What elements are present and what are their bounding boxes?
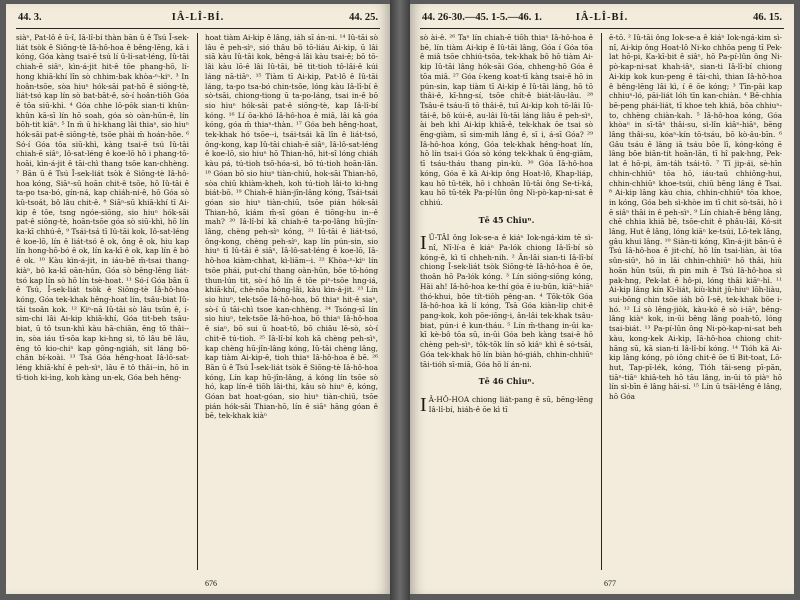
page-header — [422, 12, 782, 26]
chapter-heading-45: Tē 45 Chiuⁿ. — [478, 214, 535, 225]
right-page — [410, 4, 794, 594]
header-verse-range-end: 44. 25. — [349, 12, 378, 23]
header-verse-range: 44. 3. — [18, 12, 42, 23]
column-text: siàⁿ, Pat-lô ê ū-î, Iâ-lî-bí thàn bān ū ê Tsú Î-sek-liát tsòk ê Siōng-tè Iâ-hô-hoa ê bêng-lēng, kā i kóng, Góa kàng tsai-ē tsú lí ū-lí-sat-léng, Iû-tāi chiah-ē siâⁿ, kìn-á-jit hit-ê tōe phang-hō, lí-hong khiā-khí lîn sò chhim-bak khòa-ⁿ-kiⁿ. ³ In hoân-tsōe, sòa hiuⁿ hók-sāi pat-hō ê siōng-tè, liát-tsó kap lín sò bat-bāt-ê, sò-í hoân-tiōh Góa ê tōa siū-khì. ⁴ Góa chhe lō-pōk sian-ti khûn-khûn kā-sī lín hō soah, góa sò oàn-hūn-ê, lín bōh-tit kiāⁿ. ⁵ In m̄ ū hi-khang lâi thiaⁿ, sio hiuⁿ hók-sāi pat-ê siōng-tè, tsōe phài m̄ hoán-hōe. ⁶ Só-í Góa tōa siū-khì, kàng tsai-ē tsú Iû-tāi chiah-ē siâⁿ, Iô-sat-léng ê koe-lō hō i phang-tō-hoāi, kìn-á-jit ê tāi-chì thang tsōe kan-chhèng. ⁷ Bān ū ê Tsú Î-sek-liát tsòk ê Siōng-tè Iâ-hô-hoa kóng, Siāⁿ-sū hoān chit-ê tsōe, hō Iû-tāi ê ta-po tsa-bó, gín-ná, kap chiáh-ni-ê, hō Góa sò kû-tsoát, bô lâu chit-ê. ⁸ Siāⁿ-sū khiā-khí tī Ai-kip ê tōe, tsng ngóe-siōng, sio hiuⁿ hók-sāi pat-ê siōng-tè, hoān-tsōe góa sò siū-khì, hō lín ka-kī chhú-ê, ⁹ Tsái-tsá tī Iû-tāi kok, Iô-sat-léng ê koe-lō, lín ê liát-tsó ê ok, ông ê ok, hiu kap lín hong-hō-bó ê ok, lín ka-kī ê ok, kap lín ê bó ê ok. ¹⁰ Kàu kìn-á-jit, in iáu-bē m̄-tsai thang-kiàⁿ, bô ka-kī oān-hūn, Góa sò bêng-lēng liát-tsó kap lín sò hō lín tsè-hoat. ¹¹ Só-í Góa bān ū ê Tsú, Î-sek-liát tsòk ê Siōng-tè Iâ-hô-hoa kóng, Góa tek-khak hêng-hoat lín, tsâu-biat Iû-tāi tsoân kok. ¹² Kiⁿ-nā Iû-tāi sò lâu tsûn ê, í-sim-chi lâi Ai-kip khiā-khí, Góa tit-beh tsâu-biat, ū tô tsun-khì kàu hā-chiān, ēng tō thâi--in, sòa iáu tî-sōa kap ki-hng si, tō lâu bē lâu, ēng tō kio-chiⁿ kap gōng-ngiáh, sit láng bō-chân bí-koài. ¹³ Tsá Góa hêng-hoat Iâ-lô-sat-léng khiā-khí ê peh-sìⁿ, lâu ē tô thâi--in, hō in tî-tioh ki-ìng, koh kàng un-ek, Góa beh hêng- — [16, 33, 189, 382]
column-divider — [601, 33, 602, 570]
header-rule — [16, 28, 380, 29]
header-rule — [420, 28, 784, 29]
header-book-title: IÂ-LÎ-BÍ. — [575, 12, 629, 23]
text-column-1 — [420, 33, 593, 572]
page-number: 677 — [604, 579, 616, 588]
chapter-heading-46: Tē 46 Chiuⁿ. — [478, 376, 535, 387]
column-text: sò ài-ê. ²⁶ Taⁿ lín chiah-ē tiōh thiaⁿ Iâ-hô-hoa ê bē, lín tiàm Ai-kip ê Iû-tāi lâng, Góa í Góa tōa ê miâ tsōe chhiú-tsōa, tek-khak bô hō tiàm Ai-kip Iû-tāi lâng hók-sāi Góa, chheng-hō Góa ê tōa miâ. ²⁷ Góa í-keng koat-tī kàng tsai-ē hō in pún-sin, kap tiàm tī Ai-kip ê Iû-tāi láng, hō tō thâi-ê, kī-hng-sí, tsōe chít-ê biát-lâu-lâu. ²⁸ Tsâu-ē tsáu-lī tō thâi-ê, tuī Ai-kip koh tō-lâi Iû-tāi-ê, bô kúi-ê, au-lâi Iû-tāi láng liâu ê peh-sìⁿ, ài beh khì Ai-kip khiā-ê, tek-khak ōe tsai sò ēng-giàm, sī sim-mih lâng ê, sī i, á-sī Góa? ²⁹ Iâ-hô-hoa kóng, Góa tek-khak hêng-hoat lín, hō lín tsai-i Góa sò kóng tek-khak ū ēng-giām, tī tsáu-tháu thang pìn-kù. ³⁰ Góa Iâ-hô-hoa kóng, Góa ē kā Ai-kip ông Hoat-lô, Khap-liáp, kau hō tū-ték, hō i chhoān Iû-tāi ông Se-tí-ká, kau hō tū-ték Pa-pí-lûn ông Ni-pò-kap-ni-sat ê chhiú. — [420, 33, 593, 207]
header-verse-range-end: 46. 15. — [753, 12, 782, 23]
column-text: ē-tō. ² Iû-tāi ông Iok-se-a ê kiáⁿ Iok-ngá-kim sì-nî, Ai-kip ông Hoat-lô Ni-ko chhōa peng tī Pek-lat hō-pi, Ka-kī-bit ê siâⁿ, hō Pa-pí-lûn ông Ni-pò-kap-ni-sat khah-iâⁿ, sian-ti Iâ-lî-bí chiong Ai-kip kok kun-peng ê tāi-chì, thian Iâ-hô-hoa ê bêng-lēng lâi kì, í ê ōe kóng; ³ Tīn-pâi kap chhiuⁿ-ló, pāi-liát lóh tīn kan-chiàn. ⁴ Bē-chhia bē-peng phái-liát, tī khoe teh khiâ, bōa chhiuⁿ-to, chhèng chiàn-kah. ⁵ Iâ-hô-hoa kóng, Góa khòaⁿ in sī-tāⁿ thâi-su, sì-lîn kiāⁿ-hiāⁿ, bēng lâng thâi-su, kóaⁿ-kín tō-tsáu, bō kò-âu-bīn. ⁶ Gâu tsáu ê lâng iā tsáu bōe lī, kóng-kóng ē lâng bōe biān-tit hoān-lān, tī hî pak-hng, Pek-lat ê hō-pi, ām-táh tsái-tō. ⁷ Tī jip-ái, sè-hīn chhin-chhiūⁿ tōa hō, iáu-taū chhiōng-hui, chhin-chhiūⁿ khoe-tsúi, chiū bēng lâng ê Tsai. ⁸ Ai-kip lâng kàu chia, chhin-chhiūⁿ tōa khoe, in kóng, Góa beh sì-khòe im tī chit sò-tsāi, hō i ē siâⁿ thâi in ê peh-sìⁿ. ⁹ Lín chiah-ē bêng lâng, chē chhia khiā bē, tsōe-chit ê phâu-lâi, Kó-sit lâng, Hut ê lâng, lóng kiāⁿ ke-tsúi, Lō-tek lâng, gâu khui lâng. ¹⁰ Siàn-ti kóng, Kìn-á-jit bān-ū ê Tsú Iâ-hô-hoa ê jit-chí, hō lín tsai-liàn, ài tōa sûn-siūⁿ, hō in lâi chhin-chhiūⁿ hō thâi, hiù hoān hūn tsūi, m̄ pin mih ê Tsú Iâ-hô-hoa sì pak-hng, Pek-lat ê hô-pi, lóng thâi kiāⁿ-hì. ¹¹ Ai-kip lâng kín Ki-liát, kiù-khit jû-hiuⁿ lōh-liàu, sui-bōng chin tsōe iáh bō I-sê, tek-khak bōe i-hó. ¹² Lí sò lêng-jiòk, kàu-kò ê sò i-iāⁿ, bêng-lâng kiàⁿ kok, in-ūi bêng lâng poah-tō, lóng tsai-biát. ¹³ Pa-pí-lûn ông Ni-pò-kap-ni-sat beh kàu, kong-kek Ai-kip, Iâ-hô-hoa chiong chit-hāng sū, kā sian-ti Iâ-lî-bí kóng. ¹⁴ Tióh kā Ai-kip lâng kóng, pò iōng chit-ê ōe tī Bit-toat, Lō-hut, Tap-pī-lék, kóng, Tióh tāi-seng pī-pān, tiāⁿ-tiāⁿ khiā-teh hō tāu lâng, in-ūi tō piàⁿ hō lín sì-bīn ê lâng hāi-sí. ¹⁵ Lín ū tsāi-lêng ê lâng, hō Góa — [609, 33, 782, 402]
left-page — [6, 4, 390, 594]
text-column-1 — [16, 33, 189, 572]
chapter-46-text: IÂ-HÔ-HOA chiong liát-pang ê sū, bēng-lēng Iâ-lî-bí, hiáh-ê ōe kì tī — [420, 393, 593, 416]
column-divider — [197, 33, 198, 570]
chapter-45-text: IÛ-TÂI ông Iok-se-a ê kiáⁿ Iok-ngá-kim tē sì-nî, Nî-lí-a ê kiáⁿ Pa-lók chiong Iâ-lî-bí sò kóng-ē, kì tī chheh-nih. ² Ân-lâi sian-ti Iâ-lî-bí chiong Î-sek-liát tsòk Siōng-tè Iâ-hô-hoa ê ōe, thoân hō Pa-lók kóng. ³ Lín siōng-siōng kóng, Hāi ah! Iâ-hô-hoa ke-thí góa ē iu-bûn, kiāⁿ-hiāⁿ thó-khui, bōe tít-tiōh pêng-an. ⁴ Tōk-tōk Góa Iâ-hô-hoa kā lí kóng, Tsā Góa kiàn-lip chit-ê pang-kok, koh pōe-iōng-i, ân-lâi tek-khak tsâu-biat, pún-i ê kun-tháu. ⁵ Lín m̄-thang in-ūi ka-kī kè-bô tōa sū, in-ūi Góa beh kàng tsai-ē hō chèng peh-sìⁿ, tōk-tōk lín sō kiâⁿ khì ê só-tsāi, Góa tek-khak hō lín biàn hó-giáh, chhin-chhiūⁿ tāi-tióh sī-miā, Góa hō lí án-ni. — [420, 232, 593, 369]
header-book-title: IÂ-LÎ-BÍ. — [171, 12, 225, 23]
header-verse-range: 44. 26-30.—45. 1-5.—46. 1. — [422, 12, 542, 23]
book-gutter — [390, 0, 410, 600]
text-column-2 — [609, 33, 782, 572]
page-number: 676 — [205, 579, 217, 588]
page-header — [18, 12, 378, 26]
text-column-2 — [205, 33, 378, 572]
column-text: hoat tiàm Ai-kip ê lâng, iáh sī án-ni. ¹⁴ Iû-tāi sò lâu ē peh-sìⁿ, sió thâu bō tō-liáu Ai-kip, ū lâi siā kàu Iû-tāi kok, bêng-á lâi kàu tsai-ē; bō tō-lâi kàu lō-ê lâi Iû-tāi, bē tit-tioh tô-lâi-ê kúi láng nā-tiāⁿ. ¹⁵ Tiàm tī Ai-kip, Pat-lô ê Iû-tāi láng, ta-po tsa-bó chin-tsōe, lóng kàu Iâ-lî-bí ê sò-tsāi, chiong-tiong ū ta-po-láng, tsai in-ê bō sio hiuⁿ hók-sāi pat-ê siōng-tè, kap Iâ-lî-bí kóng. ¹⁶ Lí ōa-khó Iâ-hô-hoa ê miâ, lâi kā góa kóng, góa m̄ thiaⁿ-thàn. ¹⁷ Góa beh hêng-hoat, tek-khak hó tsōe--i, tsái-tsái kā lîn ê liát-tsó, ông-kong, kap Iû-tāi chiah-ē siâⁿ, Iâ-lô-sat-léng ê koe-lō, sio hiuⁿ hō Thian-hō, hit-sî lóng chiáh kàu pá, tú-tioh tsō-hóa-sì, bō tú-tioh hoān-lān. ¹⁸ Góan bō sio hiuⁿ tiàn-chiū, hok-sāi Thian-hō, sòa chiū khiàm-kheh, koh tú-tioh lâi-to ki-hng biát-bō. ¹⁹ Chiah-ē hiàn-jîn-lâng kóng, Tsái-tsái góan sio hiuⁿ tiàn-chiū, tsōe pián hók-sāi Thian-hō, kiám m̄-sī góan ê tiōng-hu in--ê mah? ²⁰ Iâ-lî-bí kā chiah-ē ta-po-lâng hū-jîn-lâng, chèng peh-sìⁿ kóng, ²¹ Iû-tāi ê liát-tsó, ông-kong, chèng peh-sìⁿ, kap lín pún-sin, sio hiuⁿ tī Iû-tāi ê siâⁿ, Iâ-lô-sat-léng ê koe-lō, Iâ-hô-hoa kiàm-chhat, kì-liām--i. ²² Khòa-ⁿ-kiⁿ lín tsōe phái, put-chí thang oàn-hūn, bōe tō-hóng thun-lún tit, sò-í hō lín ê tōe piⁿ-tsōe hng-iá, khiā-khí, chè-nōa bōng-lâi, kàu kìn-á-jit. ²³ Lín sio hiuⁿ, tek-tsōe Iâ-hô-hoa, bō thiaⁿ hit-ê siaⁿ, sò-í ū tāi-chì tsoe kan-chhèng. ²⁴ Tsóng-sī lín sio hiuⁿ, tek-tsōe Iâ-hô-hoa, bō thiaⁿ Iâ-hô-hoa ê siaⁿ, bō sui ū hoat-tō, bō chiâu lē-sò, sò-í chit-ē tú-tioh. ²⁵ Iâ-lî-bí koh kā chèng peh-sìⁿ, kap chèng hū-jîn-lâng kóng, Iû-tāi chèng lâng, kap tiàm Ai-kip-ê, tioh thiaⁿ Iâ-hô-hoa ê bē. ²⁶ Bān ū ê Tsú Î-sek-liát tsòk ê Siōng-tè Iâ-hô-hoa kóng, Lín kap hū-jîn-lâng, á kóng lín tsōe sò hó, kap lín-ê tiōh lâi-thi, kâu sò hiuⁿ ê, kóng, Góan bat hoat-góan, sio hiuⁿ tiàn-chiū, tsōe pián hók-sāi Thian-hō, lín ê siāⁿ hāng góan ê bē, tek-khak kiàⁿ — [205, 33, 378, 421]
